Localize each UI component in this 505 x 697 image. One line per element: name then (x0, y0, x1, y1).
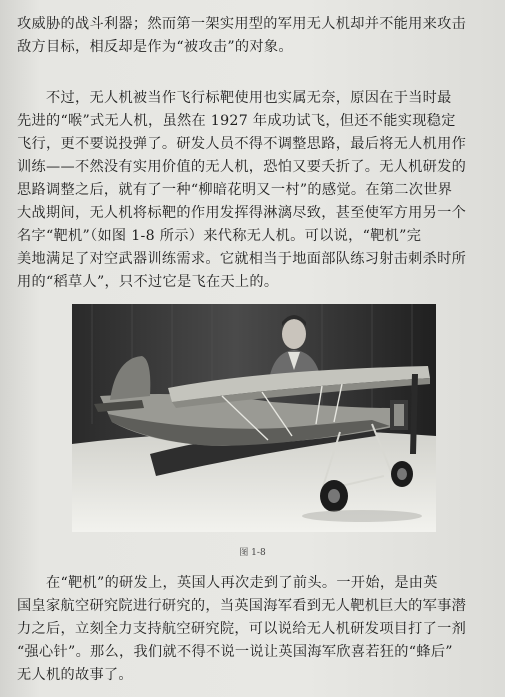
text-line: 训练——不然没有实用价值的无人机，恐怕又要夭折了。无人机研发的 (17, 159, 467, 175)
wheel (391, 461, 413, 487)
text-line: 用的“稻草人”，只不过它是飞在天上的。 (17, 274, 279, 290)
text-line: 名字“靶机”（如图 1-8 所示）来代称无人机。可以说，“靶机”完 (17, 228, 422, 244)
text-line: 在“靶机”的研发上，英国人再次走到了前头。一开始，是由英 (46, 575, 438, 591)
figure-caption: 图 1-8 (239, 548, 266, 558)
text-line: 思路调整之后，就有了一种“柳暗花明又一村”的感觉。在第二次世界 (17, 182, 453, 198)
target-drone-photo (72, 304, 436, 532)
target-drone-illustration (72, 304, 436, 532)
text-line: 大战期间，无人机将标靶的作用发挥得淋漓尽致，甚至使军方用另一个 (17, 205, 467, 221)
text-line: 无人机的故事了。 (17, 667, 133, 683)
wheel (320, 480, 348, 512)
text-line: 力之后，立刻全力支持航空研究院，可以说给无人机研发项目打了一剂 (17, 621, 467, 637)
text-line: 不过，无人机被当作飞行标靶使用也实属无奈，原因在于当时最 (46, 90, 452, 106)
text-line: 先进的“喉”式无人机，虽然在 1927 年成功试飞，但还不能实现稳定 (17, 113, 456, 129)
text-line: 敌方目标，相反却是作为“被攻击”的对象。 (17, 39, 293, 55)
text-line: 国皇家航空研究院进行研究的，当英国海军看到无人靶机巨大的军事潜 (17, 598, 467, 614)
text-line: 飞行，更不要说投弹了。研发人员不得不调整思路，最后将无人机用作 (17, 136, 467, 152)
text-line: 攻威胁的战斗利器；然而第一架实用型的军用无人机却并不能用来攻击 (17, 16, 467, 32)
text-line: 美地满足了对空武器训练需求。它就相当于地面部队练习射击刺杀时所 (17, 251, 467, 267)
text-line: “强心针”。那么，我们就不得不说一说让英国海军欣喜若狂的“蜂后” (17, 644, 453, 660)
